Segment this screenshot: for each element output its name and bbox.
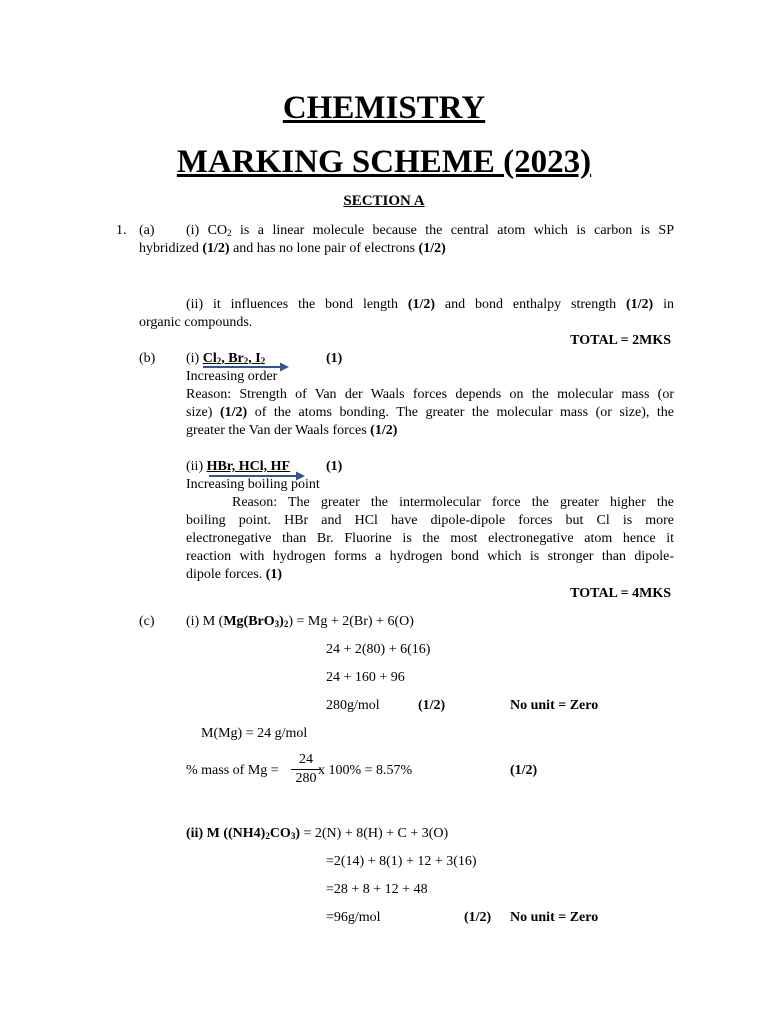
percent-mass-label: % mass of Mg = [186, 763, 279, 778]
part-b-i-mark: (1) [326, 351, 343, 366]
part-b-i-reason-line3: greater the Van der Waals forces (1/2) [186, 423, 398, 438]
fraction-denominator: 280 [295, 771, 317, 786]
part-b-total: TOTAL = 4MKS [570, 586, 671, 601]
part-b-i-reason-line1: Reason: Strength of Van der Waals forces depends on the molecular mass (or [186, 387, 674, 402]
part-b-ii-reason-line3: electronegative than Br. Fluorine is the most electronegative atom hence it [186, 531, 674, 546]
part-b-ii-reason-line5: dipole forces. (1) [186, 567, 283, 582]
part-b-ii-caption: Increasing boiling point [186, 477, 320, 492]
part-c-label: (c) [139, 614, 155, 629]
part-c-i-step1: 24 + 2(80) + 6(16) [326, 642, 431, 657]
part-b-ii-reason-line4: reaction with hydrogen forms a hydrogen bond which is stronger than dipole- [186, 549, 674, 564]
part-b-ii-mark: (1) [326, 459, 343, 474]
section-heading: SECTION A [343, 193, 425, 209]
part-a-label: (a) [139, 223, 155, 238]
part-b-i-reason-line2: size) (1/2) of the atoms bonding. The greater the molecular mass (or size), the [186, 405, 674, 420]
part-c-i-step3-mark: (1/2) [418, 698, 446, 713]
question-number: 1. [116, 223, 127, 238]
part-b-i-caption: Increasing order [186, 369, 278, 384]
part-c-ii-step3-mark: (1/2) [464, 910, 492, 925]
part-c-i-step3: 280g/mol [326, 698, 380, 713]
part-c-ii-step1: =2(14) + 8(1) + 12 + 3(16) [326, 854, 477, 869]
part-c-ii-step3: =96g/mol [326, 910, 381, 925]
part-c-i-formula: (i) M $(Mg(BrO_3)_2) = Mg + 2(Br) + 6(O)$ [186, 614, 414, 629]
percent-mark: (1/2) [510, 763, 538, 778]
part-c-ii-step2: =28 + 8 + 12 + 48 [326, 882, 428, 897]
part-b-ii-order: (ii) HBr, HCl, HF [186, 459, 291, 474]
part-c-i-step2: 24 + 160 + 96 [326, 670, 405, 685]
part-b-ii-reason-line2: boiling point. HBr and HCl have dipole-dipole forces but Cl is more [186, 513, 674, 528]
part-b-label: (b) [139, 351, 156, 366]
document-title: CHEMISTRY [282, 90, 486, 126]
part-c-ii-step3-note: No unit = Zero [510, 910, 599, 925]
part-a-i-line1: (i) $CO_2$ is a linear molecule because the central atom which is carbon is SP [186, 223, 674, 238]
part-c-ii-formula: (ii) M $((NH4)_2CO_3) = 2(N) + 8(H) + C + 3(O)$ [186, 826, 449, 841]
part-c-i-step3-note: No unit = Zero [510, 698, 599, 713]
fraction-numerator: 24 [299, 752, 313, 767]
part-a-i-line2: hybridized (1/2) and has no lone pair of electrons (1/2) [139, 241, 446, 256]
percent-fraction [291, 752, 321, 787]
percent-result: x 100% = 8.57% [318, 763, 413, 778]
part-a-ii-line1: (ii) it influences the bond length (1/2) and bond enthalpy strength (1/2) in [186, 297, 674, 312]
mg-molar-mass: M(Mg) = 24 g/mol [201, 726, 308, 741]
document-subtitle: MARKING SCHEME (2023) [176, 144, 592, 180]
part-a-ii-line2: organic compounds. [139, 315, 253, 330]
part-a-total: TOTAL = 2MKS [570, 333, 671, 348]
part-b-i-order: (i) $Cl_2$, $Br_2$, $I_2$ [186, 351, 266, 366]
part-b-ii-reason-line1: Reason: The greater the intermolecular force the greater higher the [232, 495, 674, 510]
